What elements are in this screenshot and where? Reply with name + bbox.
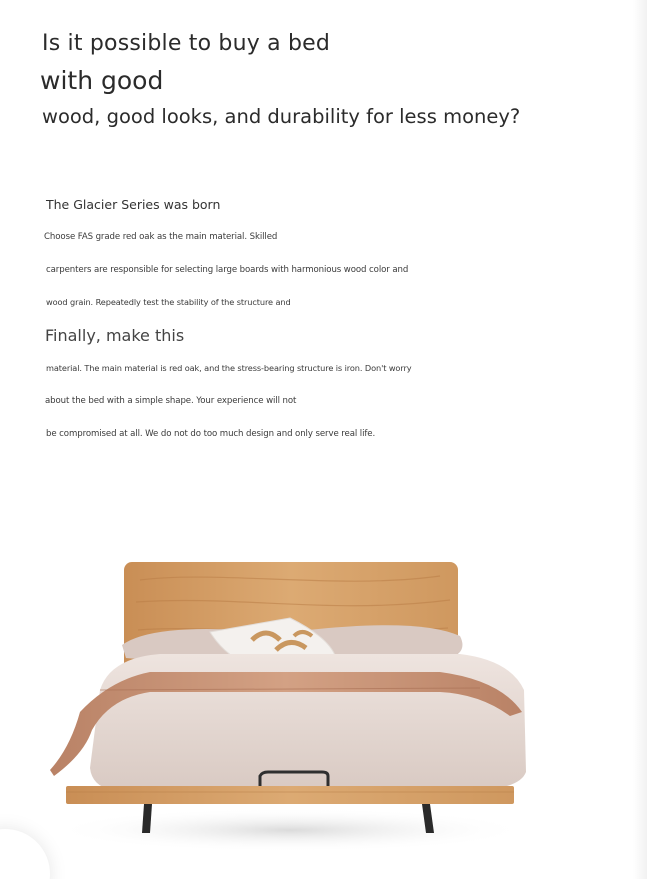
bed-frame-rail: [66, 786, 514, 804]
headline-line-2: with good: [40, 66, 164, 95]
section-title-finally: Finally, make this: [45, 326, 185, 345]
bed-product-image: [40, 540, 540, 860]
description-line: material. The main material is red oak, and the stress-bearing structure is iron. Don't worry: [46, 363, 412, 373]
description-line: be compromised at all. We do not do too much design and only serve real life.: [46, 429, 376, 439]
description-line: Choose FAS grade red oak as the main material. Skilled: [44, 232, 278, 242]
description-line: about the bed with a simple shape. Your experience will not: [45, 396, 297, 406]
headline-line-3: wood, good looks, and durability for less money?: [42, 105, 521, 128]
page-edge-shadow: [633, 0, 647, 879]
headline-line-1: Is it possible to buy a bed: [42, 31, 331, 56]
description-line: carpenters are responsible for selecting large boards with harmonious wood color and: [46, 265, 409, 275]
floor-shadow: [50, 808, 530, 852]
section-title-glacier-series: The Glacier Series was born: [46, 197, 221, 212]
description-line: wood grain. Repeatedly test the stability of the structure and: [46, 297, 291, 307]
